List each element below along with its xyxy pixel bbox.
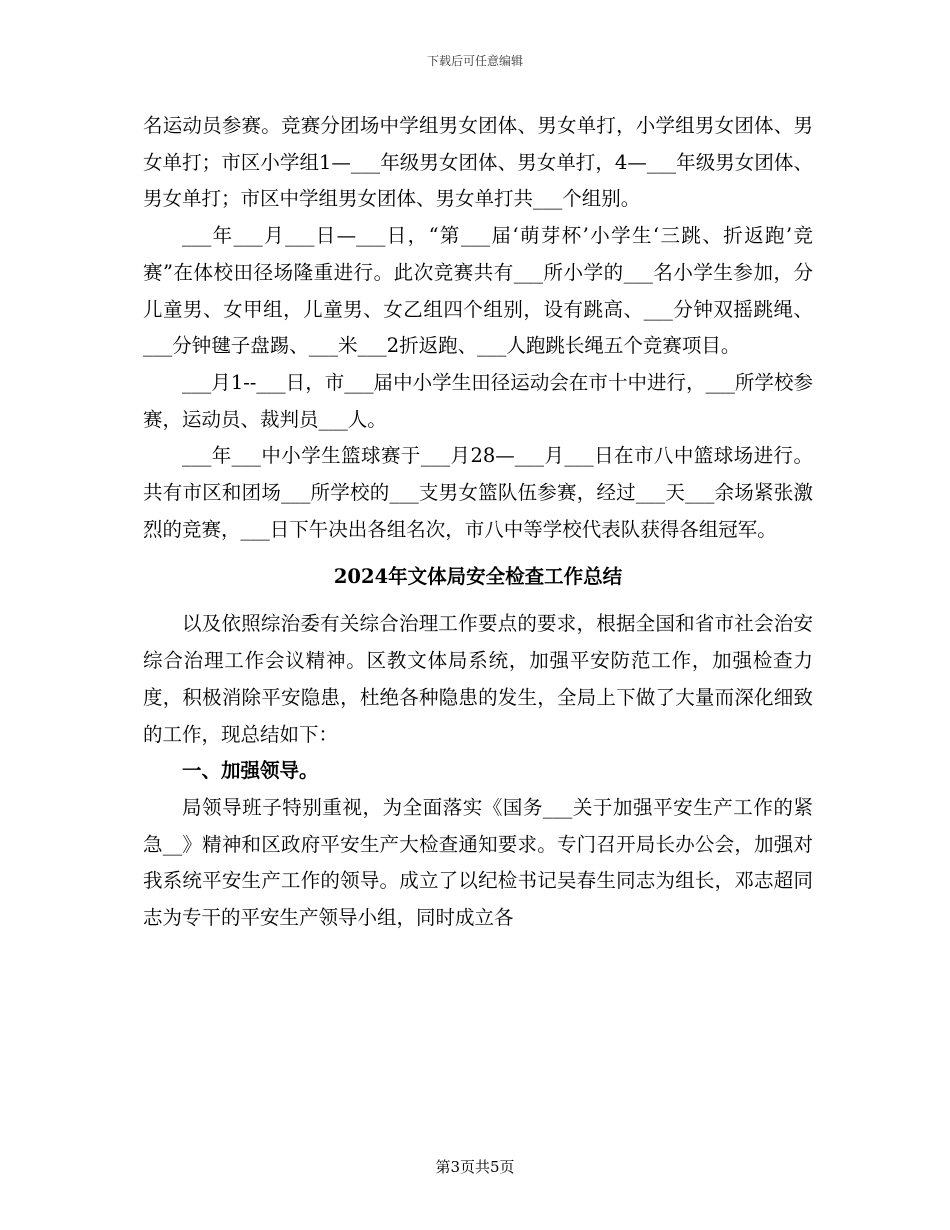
page-number: 第3页共5页 <box>435 1158 515 1176</box>
section-title: 2024年文体局安全检查工作总结 <box>333 565 623 589</box>
paragraph-intro: 以及依照综治委有关综合治理工作要点的要求，根据全国和省市社会治安综合治理工作会议精神。区教文体局系统，加强平安防范工作，加强检查力度，积极消除平安隐患，杜绝各种隐患的发生，全局上下做了大量而深化细致的工作，现总结如下： <box>143 612 813 746</box>
paragraph-leadership: 局领导班子特别重视，为全面落实《国务___关于加强平安生产工作的紧急__》精神和区政府平安生产大检查通知要求。专门召开局长办公会，加强对我系统平安生产工作的领导。成立了以纪检书记吴春生同志为组长，邓志超同志为专干的平安生产领导小组，同时成立各 <box>143 795 813 930</box>
paragraph-competition-groups: 名运动员参赛。竞赛分团场中学组男女团体、男女单打，小学组男女团体、男女单打；市区小学组1—___年级男女团体、男女单打，4—___年级男女团体、男女单打；市区中学组男女团体、男女单打共___个组别。 <box>143 114 813 211</box>
paragraph-basketball: ___年___中小学生篮球赛于___月28—___月___日在市八中篮球场进行。共有市区和团场___所学校的___支男女篮队伍参赛，经过___天___余场紧张激烈的竞赛，___日下午决出各组名次，市八中等学校代表队获得各组冠军。 <box>143 444 813 541</box>
paragraph-sprout-cup: ___年___月___日—___日，“第___届‘萌芽杯’小学生‘三跳、折返跑’竞赛”在体校田径场隆重进行。此次竞赛共有___所小学的___名小学生参加，分儿童男、女甲组，儿童男、女乙组四个组别，设有跳高、___分钟双摇跳绳、___分钟毽子盘踢、___米___2折返跑、___人跑跳长绳五个竞赛项目。 <box>143 224 813 358</box>
paragraph-track-field: ___月1--___日，市___届中小学生田径运动会在市十中进行，___所学校参赛，运动员、裁判员___人。 <box>143 370 813 431</box>
heading-strengthen-leadership: 一、加强领导。 <box>182 759 319 783</box>
page-header: 下载后可任意编辑 <box>426 54 523 68</box>
document-body <box>143 108 813 937</box>
